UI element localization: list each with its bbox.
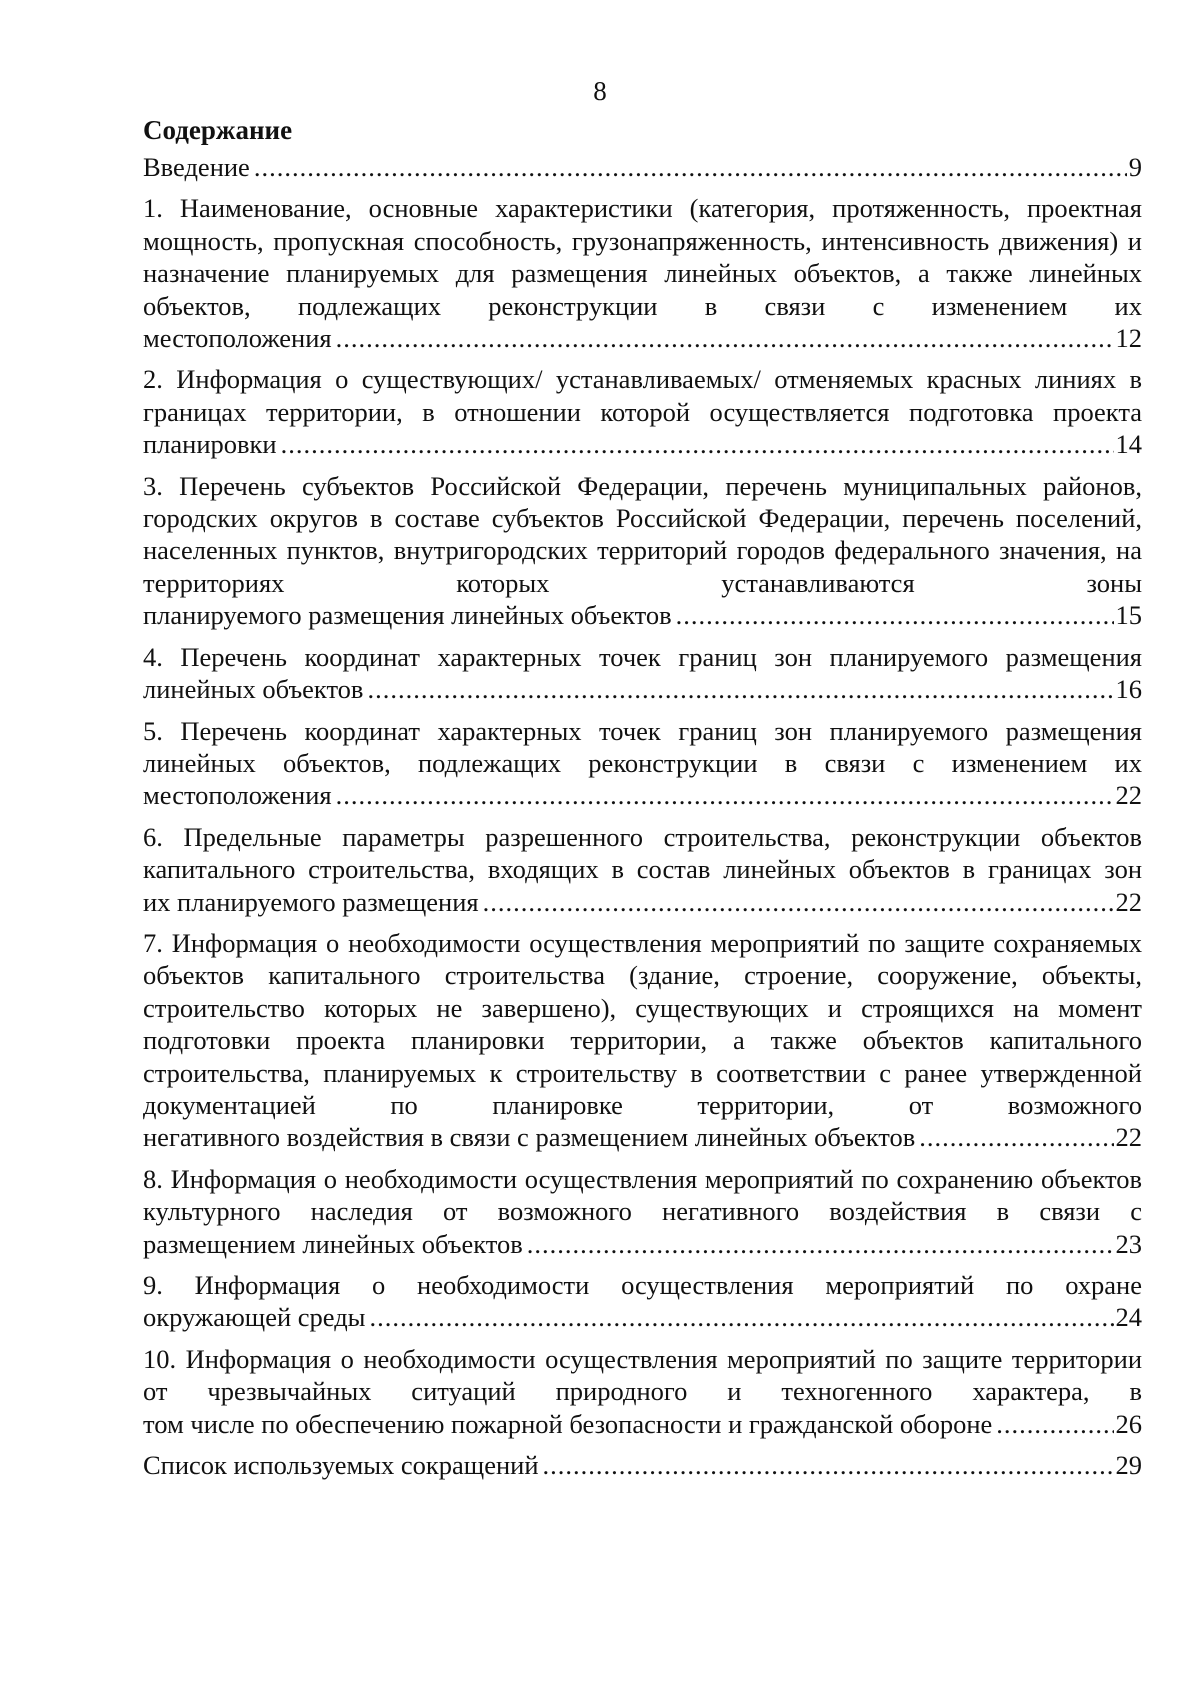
toc-entry-label: их планируемого размещения <box>143 886 479 917</box>
toc-entry-label: местоположения <box>143 323 332 354</box>
toc-entry-text: 5. Перечень координат характерных точек границ зон планируемого размещения линейных объектов, подлежащих реконструкции в связи с изменением их <box>143 715 1142 778</box>
toc-entry[interactable] <box>143 821 1142 918</box>
toc-dot-leader <box>676 599 1114 631</box>
toc-entry-last-line <box>143 1228 1142 1260</box>
toc-entry-text: 9. Информация о необходимости осуществления мероприятий по охране <box>143 1270 1142 1300</box>
toc-page-number: 12 <box>1115 323 1142 354</box>
toc-page-number: 14 <box>1115 429 1142 460</box>
toc-dot-leader <box>369 1301 1113 1333</box>
toc-page-number: 22 <box>1115 780 1142 811</box>
toc-page-number: 26 <box>1115 1408 1142 1439</box>
toc-dot-leader <box>336 322 1114 354</box>
toc-entry-last-line <box>143 599 1142 631</box>
toc-page-number: 9 <box>1128 152 1142 182</box>
toc-entry[interactable] <box>143 192 1142 354</box>
toc-page-number: 16 <box>1115 674 1142 705</box>
toc-entry-text: 2. Информация о существующих/ устанавливаемых/ отменяемых красных линиях в границах территории, в отношении которой осуществляется подготовка проекта <box>143 364 1142 427</box>
toc-entry-text: 10. Информация о необходимости осуществления мероприятий по защите территории от чрезвычайных ситуаций природного и техногенного характера, в <box>143 1343 1142 1407</box>
toc-entry[interactable] <box>143 715 1142 812</box>
toc-list <box>143 151 1142 1481</box>
toc-entry-last-line <box>143 886 1142 918</box>
toc-entry-label: окружающей среды <box>143 1302 366 1333</box>
toc-entry[interactable] <box>143 151 1142 183</box>
toc-entry[interactable] <box>143 470 1142 632</box>
toc-entry-label: размещением линейных объектов <box>143 1228 523 1259</box>
toc-entry-text: 7. Информация о необходимости осуществления мероприятий по защите сохраняемых объектов капитального строительства (здание, строение, сооружение, объекты, строительство которых не завершено), существующих и строящихся на момент подготовки проекта планировки территории, а также объектов капитального строительства, планируемых к строительству в соответствии с ранее утвержденной документацией по планировке территории, от возможного <box>143 927 1142 1120</box>
toc-entry-last-line <box>143 151 1142 183</box>
toc-dot-leader <box>367 673 1113 705</box>
toc-dot-leader <box>996 1408 1113 1440</box>
table-of-contents <box>143 113 1142 1490</box>
toc-entry-text: 1. Наименование, основные характеристики (категория, протяженность, проектная мощность, пропускная способность, грузонапряженность, интенсивность движения) и назначение планируемых для размещения линейных объектов, а также линейных объектов, подлежащих реконструкции в связи с изменением их <box>143 193 1142 321</box>
toc-entry-label: планировки <box>143 429 277 460</box>
toc-dot-leader <box>543 1449 1114 1481</box>
toc-entry[interactable] <box>143 927 1142 1154</box>
toc-dot-leader <box>919 1121 1113 1153</box>
toc-entry-last-line <box>143 673 1142 705</box>
toc-entry-label: том числе по обеспечению пожарной безопасности и гражданской обороне <box>143 1408 993 1439</box>
toc-entry-text: 8. Информация о необходимости осуществления мероприятий по сохранению объектов культурного наследия от возможного негативного воздействия в связи с <box>143 1163 1142 1227</box>
toc-entry[interactable] <box>143 1343 1142 1440</box>
toc-entry[interactable] <box>143 363 1142 460</box>
toc-entry-label: линейных объектов <box>143 674 364 705</box>
toc-title: Содержание <box>143 115 293 145</box>
toc-page-number: 22 <box>1115 886 1142 917</box>
toc-page-number: 29 <box>1115 1450 1142 1481</box>
page-number: 8 <box>593 76 607 106</box>
toc-entry-last-line <box>143 779 1142 811</box>
toc-entry-text: 3. Перечень субъектов Российской Федерации, перечень муниципальных районов, городских округов в составе субъектов Российской Федерации, перечень поселений, населенных пунктов, внутригородских территорий городов федерального значения, на территориях которых устанавливаются зоны <box>143 470 1142 598</box>
toc-entry-last-line <box>143 428 1142 460</box>
toc-dot-leader <box>483 886 1114 918</box>
toc-dot-leader <box>527 1228 1114 1260</box>
toc-entry-label: планируемого размещения линейных объектов <box>143 600 672 631</box>
toc-dot-leader <box>336 779 1114 811</box>
toc-entry-label: местоположения <box>143 780 332 811</box>
toc-dot-leader <box>281 428 1114 460</box>
toc-entry-last-line <box>143 1301 1142 1333</box>
toc-dot-leader <box>254 151 1127 183</box>
toc-page-number: 15 <box>1115 600 1142 631</box>
toc-entry-text: 4. Перечень координат характерных точек границ зон планируемого размещения <box>143 641 1142 672</box>
toc-entry-last-line <box>143 1408 1142 1440</box>
toc-page-number: 23 <box>1115 1228 1142 1259</box>
toc-entry[interactable] <box>143 1163 1142 1260</box>
toc-entry[interactable] <box>143 1269 1142 1334</box>
toc-page-number: 24 <box>1115 1302 1142 1333</box>
toc-entry-last-line <box>143 1449 1142 1481</box>
toc-page-number: 22 <box>1115 1122 1142 1153</box>
toc-entry-label: негативного воздействия в связи с размещением линейных объектов <box>143 1122 916 1153</box>
toc-entry-text: 6. Предельные параметры разрешенного строительства, реконструкции объектов капитального строительства, входящих в состав линейных объектов в границах зон <box>143 821 1142 885</box>
toc-entry-last-line <box>143 322 1142 354</box>
toc-entry-label: Введение <box>143 152 250 182</box>
toc-entry[interactable] <box>143 1449 1142 1481</box>
toc-entry-last-line <box>143 1121 1142 1153</box>
toc-entry[interactable] <box>143 641 1142 706</box>
toc-entry-label: Список используемых сокращений <box>143 1450 539 1481</box>
